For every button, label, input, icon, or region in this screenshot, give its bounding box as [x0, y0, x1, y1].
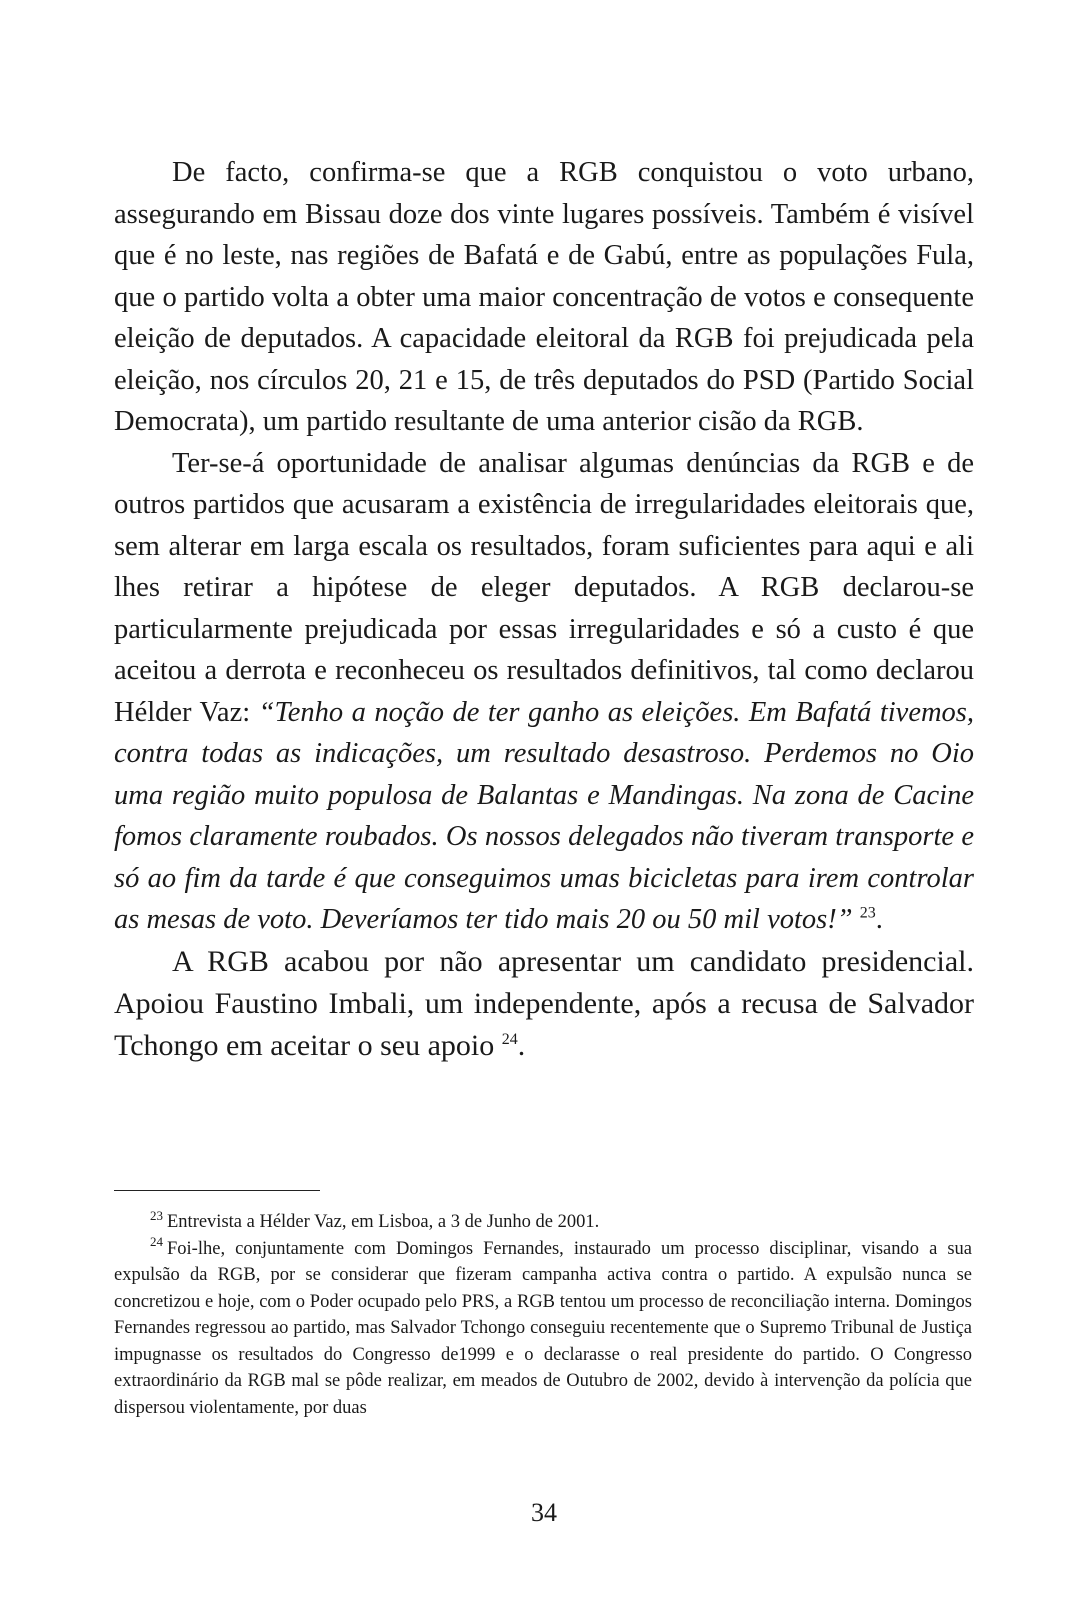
paragraph-3-text: A RGB acabou por não apresentar um candidato presidencial. Apoiou Faustino Imbali, um independente, após a recusa de Salvador Tchongo em aceitar o seu apoio	[114, 944, 974, 1062]
paragraph-3-end: .	[517, 1028, 526, 1062]
paragraph-2	[114, 443, 974, 941]
main-text	[114, 152, 974, 1067]
footnotes	[114, 1209, 972, 1421]
paragraph-1: De facto, confirma-se que a RGB conquistou o voto urbano, assegurando em Bissau doze dos vinte lugares possíveis. Também é visível que é no leste, nas regiões de Bafatá e de Gabú, entre as populações Fula, que o partido volta a obter uma maior concentração de votos e consequente eleição de deputados. A capacidade eleitoral da RGB foi prejudicada pela eleição, nos círculos 20, 21 e 15, de três deputados do PSD (Partido Social Democrata), um partido resultante de uma anterior cisão da RGB.	[114, 157, 974, 437]
page-number: 34	[531, 1498, 557, 1527]
footnote-number: 24	[150, 1234, 163, 1250]
paragraph-3	[114, 941, 974, 1067]
footnote-ref-24[interactable]: 24	[501, 1030, 518, 1048]
footnote-23	[114, 1209, 972, 1236]
footnote-text: Foi-lhe, conjuntamente com Domingos Fernandes, instaurado um processo disciplinar, visando a sua expulsão da RGB, por se considerar que fizeram campanha activa contra o partido. A expulsão nunca se concretizou e hoje, com o Poder ocupado pelo PRS, a RGB tentou um processo de reconciliação interna. Domingos Fernandes regressou ao partido, mas Salvador Tchongo conseguiu recentemente que o Supremo Tribunal de Justiça impugnasse os resultados do Congresso de1999 e o declarasse o real presidente do partido. O Congresso extraordinário da RGB mal se pôde realizar, em meados de Outubro de 2002, devido à intervenção da polícia que dispersou violentamente, por duas	[114, 1238, 972, 1418]
footnote-separator	[114, 1190, 320, 1191]
footnote-ref-23[interactable]: 23	[859, 904, 876, 922]
footnote-24	[114, 1236, 972, 1422]
footnote-number: 23	[150, 1207, 163, 1223]
helder-vaz-quote: “Tenho a noção de ter ganho as eleições. Em Bafatá tivemos, contra todas as indicações, um resultado desastroso. Perdemos no Oio uma região muito populosa de Balantas e Mandingas. Na zona de Cacine fomos claramente roubados. Os nossos delegados não tiveram transporte e só ao fim da tarde é que conseguimos umas bicicletas para irem controlar as mesas de voto. Deveríamos ter tido mais 20 ou 50 mil votos!”	[114, 696, 975, 935]
paragraph-2-text: Ter-se-á oportunidade de analisar algumas denúncias da RGB e de outros partidos que acusaram a existência de irregularidades eleitorais que, sem alterar em larga escala os resultados, foram suficientes para aqui e ali lhes retirar a hipótese de eleger deputados. A RGB declarou-se particularmente prejudicada por essas irregularidades e só a custo é que aceitou a derrota e reconheceu os resultados definitivos, tal como declarou Hélder Vaz:	[114, 447, 974, 728]
paragraph-2-end: .	[875, 904, 883, 935]
footnote-text: Entrevista a Hélder Vaz, em Lisboa, a 3 de Junho de 2001.	[167, 1212, 600, 1232]
